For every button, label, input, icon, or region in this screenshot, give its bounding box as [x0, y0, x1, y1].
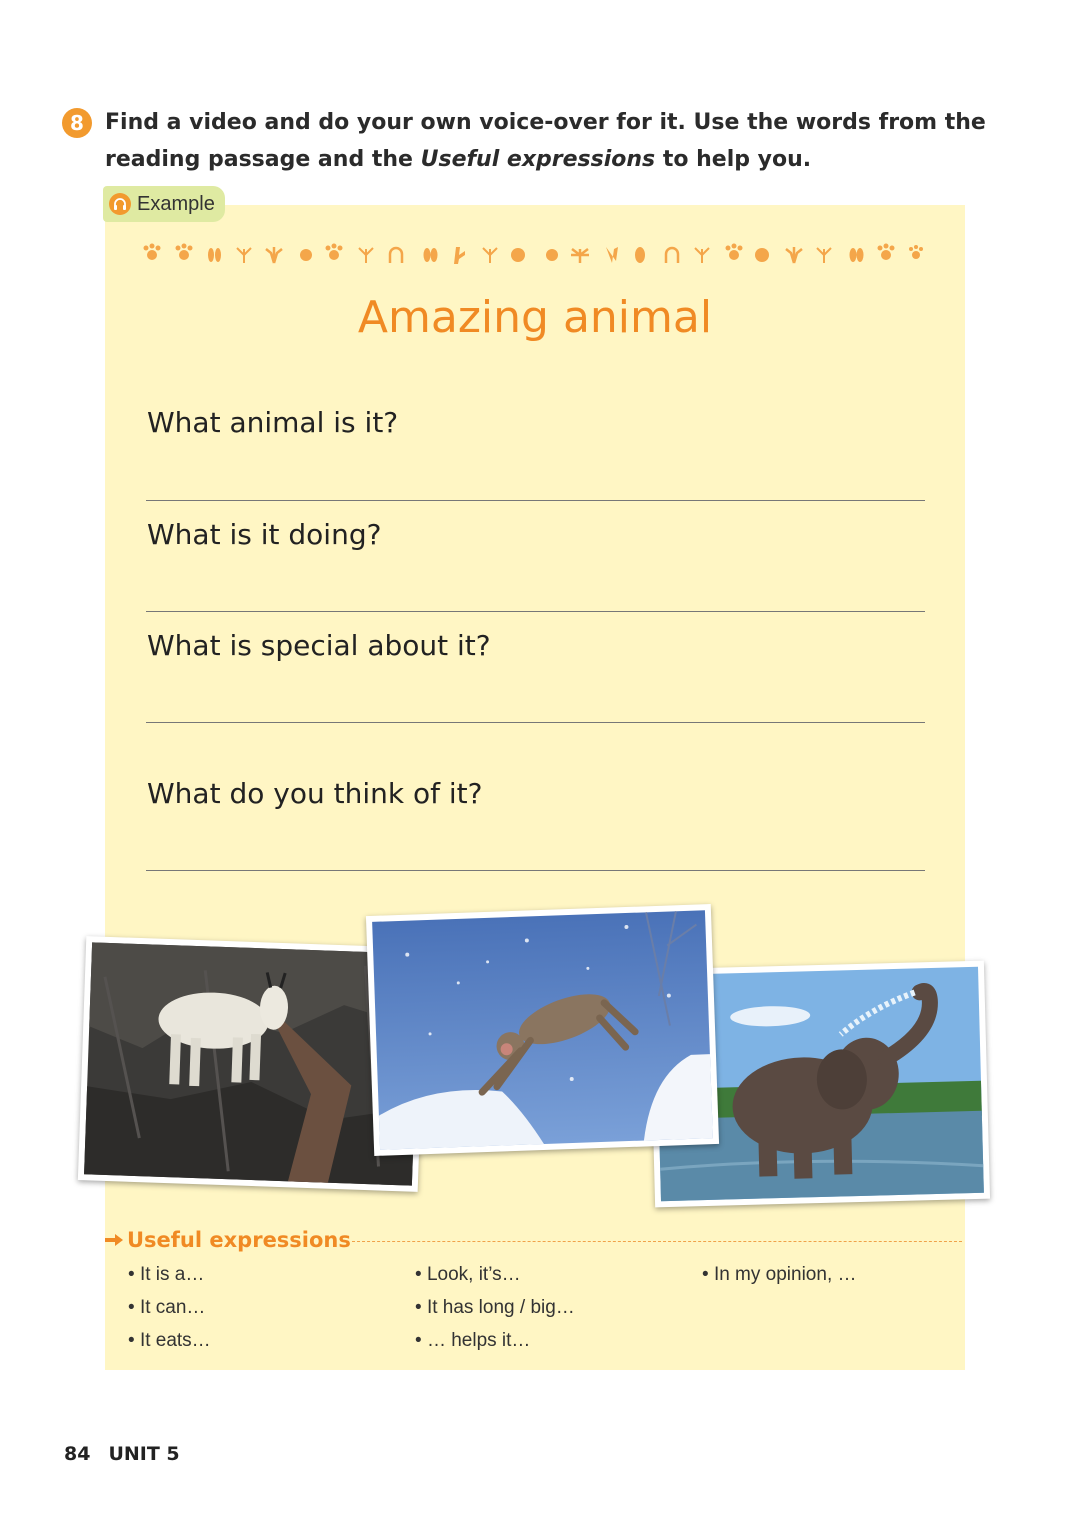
- dashed-divider: [352, 1241, 962, 1242]
- task-line-2-emphasis: Useful expressions: [420, 147, 656, 172]
- expression-item: • In my opinion, …: [702, 1258, 857, 1291]
- question-1: What animal is it?: [147, 406, 399, 439]
- answer-line-1[interactable]: [146, 500, 925, 501]
- example-tab: [103, 186, 225, 222]
- answer-line-3[interactable]: [146, 722, 925, 723]
- example-label: Example: [137, 192, 215, 215]
- snow-monkey-image: [366, 904, 719, 1156]
- answer-line-4[interactable]: [146, 870, 925, 871]
- expression-item: • It can…: [128, 1291, 211, 1324]
- question-3: What is special about it?: [147, 629, 491, 662]
- task-line-2-post: to help you.: [655, 147, 812, 172]
- expressions-column-3: [702, 1258, 857, 1291]
- task-line-1: Find a video and do your own voice-over for it. Use the words from the: [105, 110, 986, 135]
- question-2: What is it doing?: [147, 518, 382, 551]
- task-number-badge: 8: [62, 108, 92, 138]
- unit-label: UNIT 5: [108, 1443, 180, 1465]
- answer-line-2[interactable]: [146, 611, 925, 612]
- expression-item: • Look, it’s…: [415, 1258, 575, 1291]
- expression-item: • … helps it…: [415, 1324, 575, 1357]
- expression-item: • It is a…: [128, 1258, 211, 1291]
- expression-item: • It has long / big…: [415, 1291, 575, 1324]
- expressions-column-2: [415, 1258, 575, 1357]
- headphones-icon: [109, 193, 131, 215]
- question-4: What do you think of it?: [147, 777, 483, 810]
- expression-item: • It eats…: [128, 1324, 211, 1357]
- page-footer: [64, 1443, 198, 1465]
- monkey-photo: [366, 904, 719, 1156]
- task-text: [105, 104, 995, 178]
- useful-expressions-title: Useful expressions: [127, 1228, 351, 1252]
- arrow-right-icon: [105, 1233, 123, 1247]
- task-line-2-pre: reading passage and the: [105, 147, 421, 172]
- worksheet-title: Amazing animal: [357, 292, 713, 343]
- footprints-border-icon: [140, 238, 930, 272]
- page-number: 84: [64, 1443, 91, 1465]
- expressions-column-1: [128, 1258, 211, 1357]
- useful-expressions-heading: [105, 1228, 351, 1252]
